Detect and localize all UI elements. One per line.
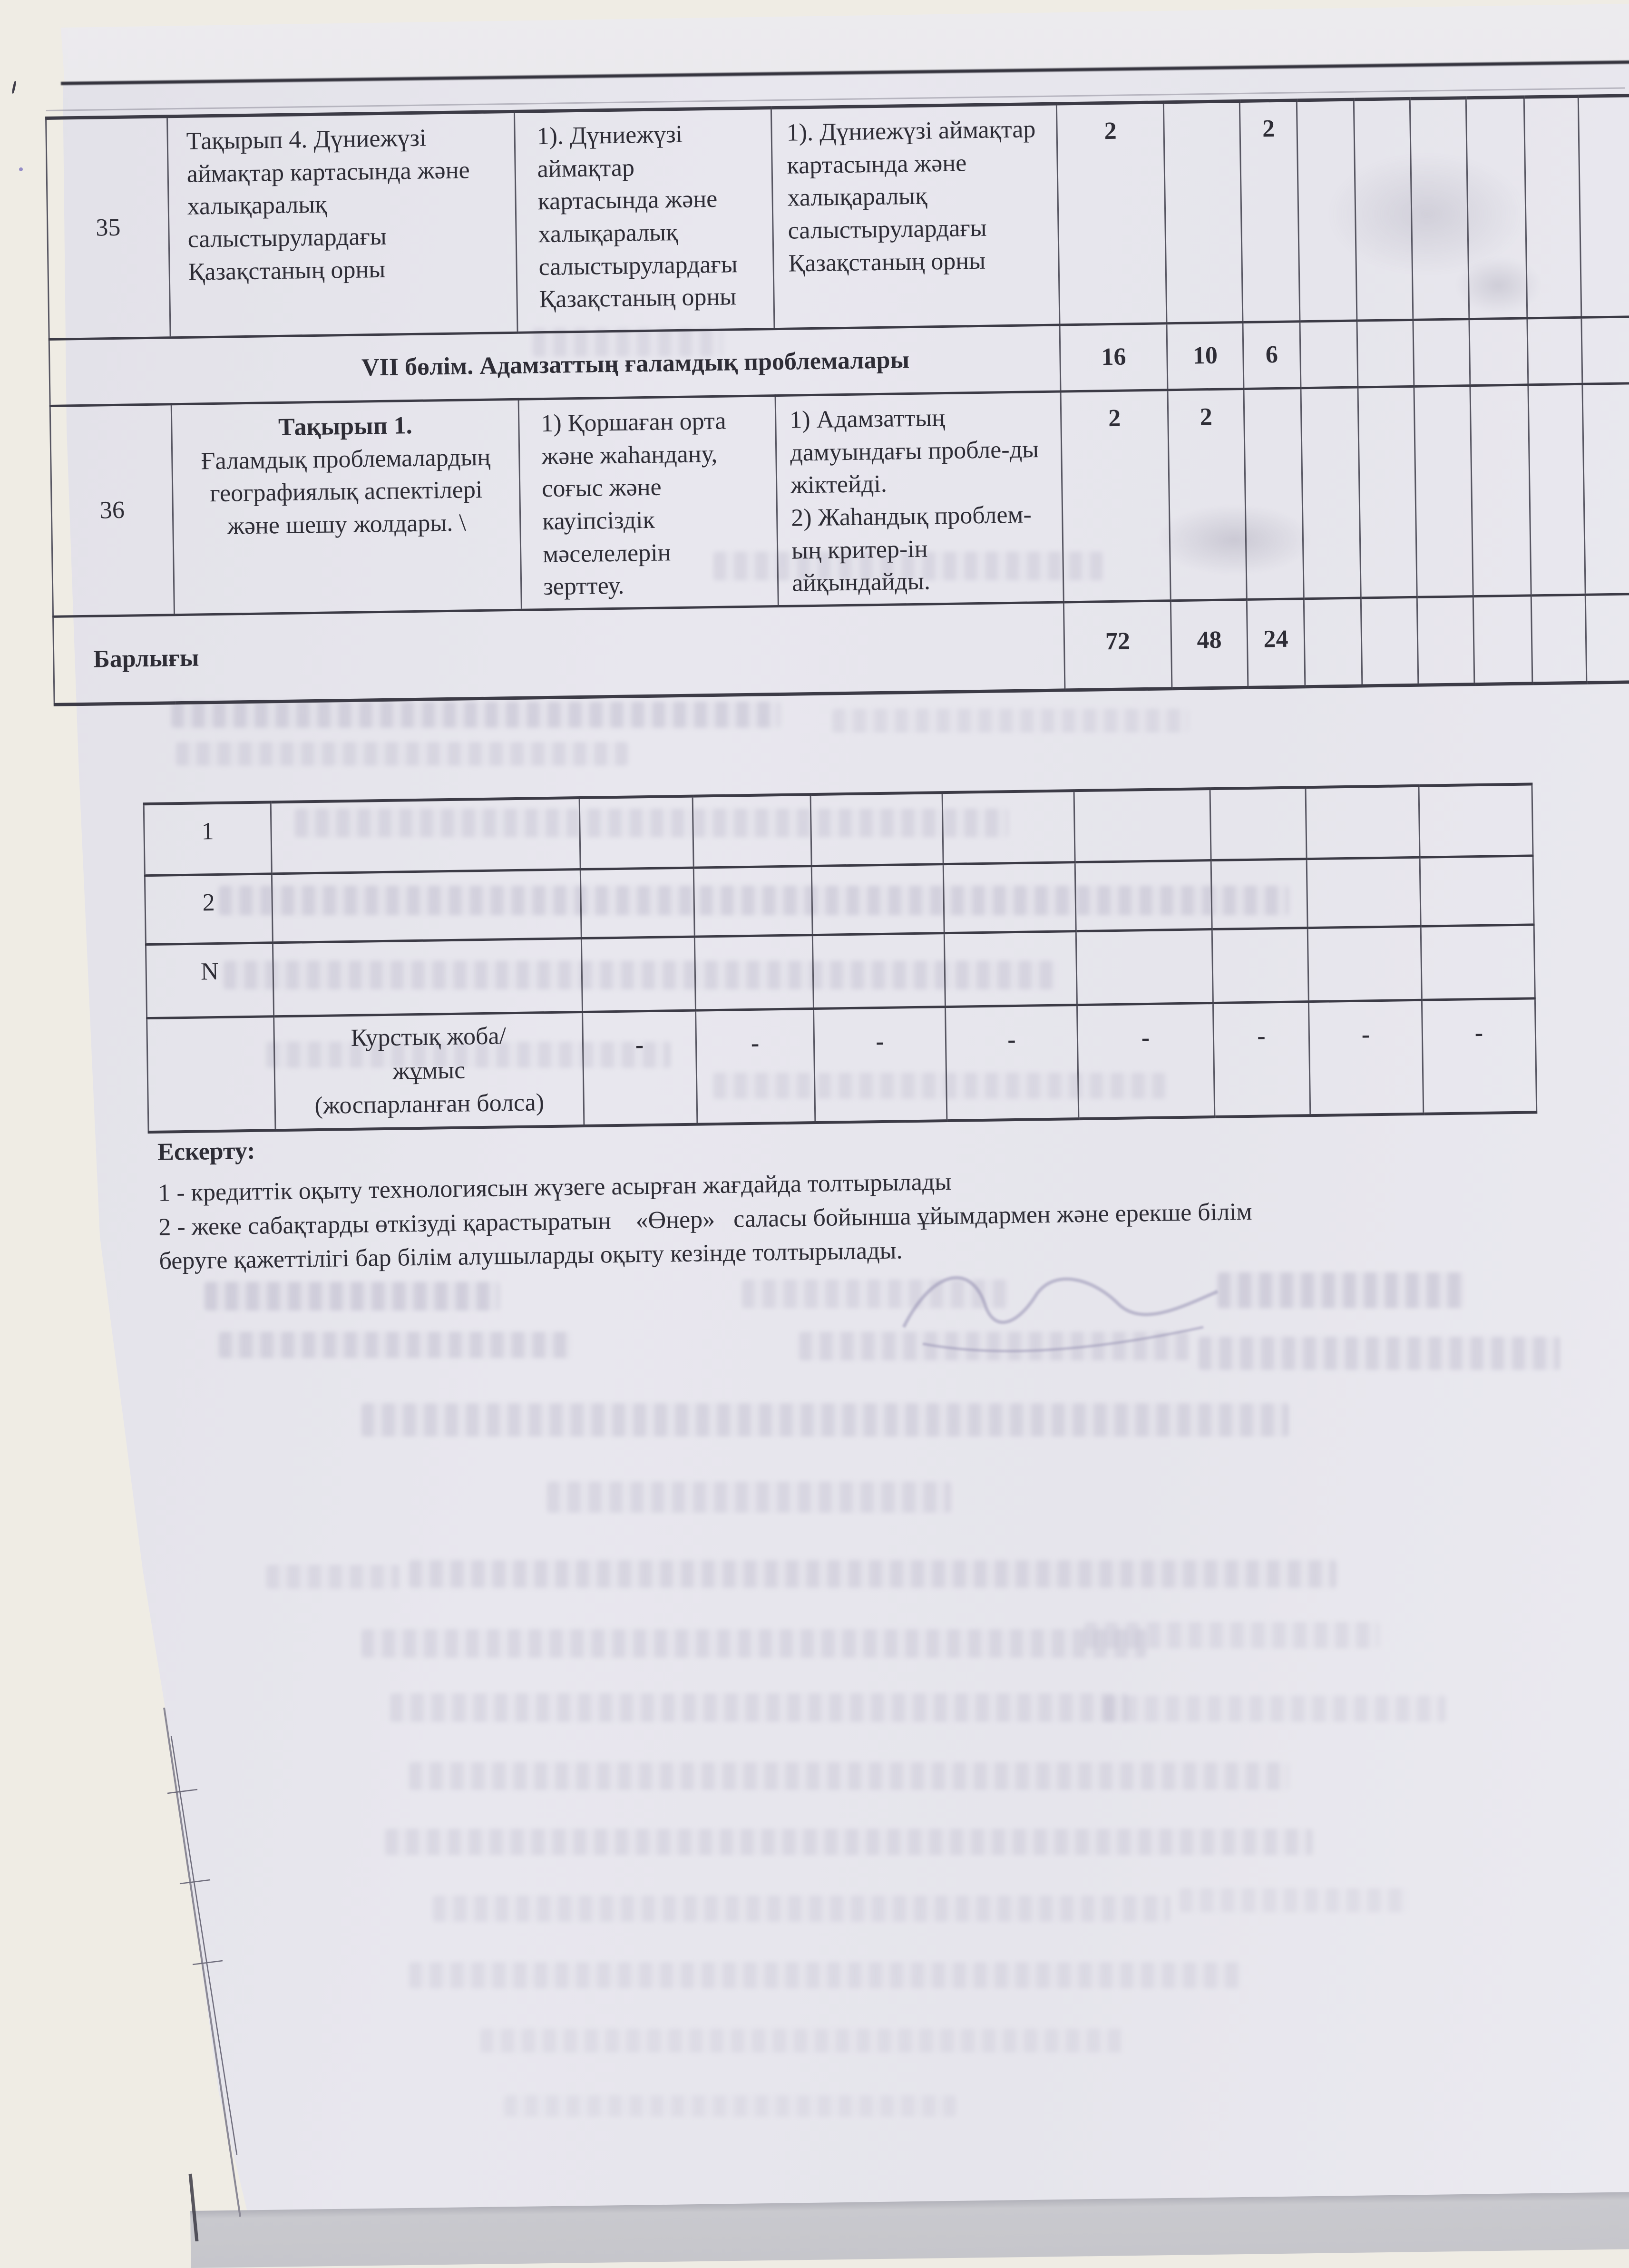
project-label-line: (жоспарланған болса)	[314, 1089, 545, 1119]
course-project-table	[143, 782, 1538, 1134]
cell-empty	[273, 938, 582, 1016]
cell-empty	[272, 869, 581, 942]
cell-empty	[580, 868, 694, 938]
cell-row-label: 2	[145, 873, 273, 944]
cell-empty	[1528, 384, 1585, 595]
cell-dash: -	[1308, 1000, 1423, 1115]
note-2-line-2: беруге қажеттілігі бар білім алушыларды оқыту кезінде толтырылады.	[159, 1237, 903, 1275]
ghost-line	[205, 1282, 499, 1310]
table-row-35	[46, 96, 1629, 340]
ghost-line	[361, 1403, 1289, 1437]
cell-empty	[1361, 597, 1418, 686]
ghost-line	[409, 1560, 1336, 1588]
cell-empty	[147, 1016, 275, 1132]
topic-body: Ғаламдық проблемалардың географиялық аспектілері және шешу жолдары. \	[201, 443, 491, 540]
cell-empty	[1527, 317, 1582, 385]
cell-dash: -	[1422, 998, 1536, 1114]
cell-total-theory: 48	[1171, 599, 1248, 688]
cell-empty	[581, 937, 695, 1012]
cell-dash: -	[945, 1005, 1078, 1121]
cell-empty	[811, 864, 944, 935]
cell-total-practice: 24	[1247, 598, 1305, 687]
notes-title: Ескерту:	[157, 1137, 255, 1166]
cell-topic: Тақырып 4. Дүниежүзі аймақтар картасында және халықаралық салыстырулардағы Қазақстаның орны	[167, 111, 518, 337]
cell-empty	[1304, 598, 1362, 687]
cell-empty	[1076, 929, 1213, 1005]
cell-empty	[1210, 787, 1307, 860]
cell-empty	[944, 931, 1077, 1007]
cell-empty	[1301, 387, 1361, 598]
cell-section-total: 16	[1060, 323, 1168, 391]
note-1: 1 - кредиттік оқыту технологиясын жүзеге асырған жағдайда толтырылады	[158, 1168, 952, 1207]
cell-row-label: N	[146, 942, 273, 1018]
ghost-line	[409, 1962, 1241, 1988]
cell-hours-total: 2	[1061, 390, 1171, 602]
ghost-line	[385, 1829, 1313, 1855]
cell-empty	[1417, 596, 1474, 685]
cell-row-number: 35	[46, 117, 171, 340]
ghost-line	[390, 1693, 1127, 1722]
cell-row-label: 1	[144, 802, 272, 875]
cell-row-number: 36	[50, 404, 174, 616]
cell-dash: -	[696, 1008, 815, 1124]
cell-empty	[942, 791, 1075, 864]
note-2-line-1: 2 - жеке сабақтарды өткізуді қарастыратын «Өнер» саласы бойынша ұйымдармен және ерекше білім	[158, 1198, 1252, 1241]
cell-subtopics: 1). Дүниежүзі аймақтар картасында және халықаралық салыстырулардағы Қазақстаның орны	[514, 108, 774, 333]
cell-empty	[1524, 96, 1581, 318]
cell-empty	[1470, 385, 1531, 596]
cell-cutoff	[1585, 594, 1629, 683]
cell-section-practice: 6	[1243, 322, 1301, 389]
table-row-36	[50, 383, 1629, 616]
table-row-project	[147, 998, 1537, 1132]
cell-hours-practice: 2	[1239, 100, 1300, 323]
cell-section-title: VII бөлім. Адамзаттың ғаламдық проблемалары	[49, 325, 1061, 406]
cell-empty	[810, 792, 943, 866]
cell-empty	[1421, 924, 1535, 999]
objective-line: 1) Адамзаттың дамуындағы пробле-ды жіктейді.	[789, 404, 1039, 499]
ghost-line	[266, 1565, 400, 1589]
cell-empty	[1357, 320, 1414, 387]
cell-objectives: 1). Дүниежүзі аймақтар картасында және халықаралық салыстырулардағы Қазақстаның орны	[771, 104, 1060, 329]
cell-dash: -	[1077, 1003, 1214, 1119]
ghost-line	[361, 1629, 1146, 1658]
ghost-line	[219, 1332, 571, 1358]
cell-project-label	[274, 1012, 584, 1130]
cell-empty	[1306, 786, 1420, 859]
cell-empty	[1419, 784, 1533, 857]
project-label-line: жұмыс	[392, 1056, 466, 1085]
cell-topic	[171, 399, 521, 615]
cell-section-theory: 10	[1167, 323, 1244, 390]
ghost-line	[409, 1762, 1289, 1790]
ghost-line	[547, 1482, 951, 1513]
ghost-line	[1084, 1622, 1379, 1648]
cell-empty	[812, 933, 945, 1008]
cell-empty	[694, 935, 813, 1010]
ghost-line	[1180, 1888, 1408, 1912]
objective-line: 2) Жаһандық проблем-ың критер-ін айқындайды.	[790, 501, 1032, 597]
cell-hours-total: 2	[1056, 102, 1167, 325]
ghost-line	[480, 2029, 1122, 2053]
cell-empty	[1297, 99, 1357, 322]
cell-empty	[1473, 596, 1532, 684]
cell-empty	[1307, 926, 1422, 1001]
cell-subtopics: 1) Қоршаған орта және жаһандану, соғыс және кауіпсіздік мәселелерін зерттеу.	[518, 396, 778, 610]
cell-empty	[943, 862, 1076, 933]
cell-cutoff	[1581, 317, 1629, 384]
ghost-line	[504, 2095, 956, 2117]
cell-empty	[1212, 928, 1308, 1003]
cell-empty	[1531, 595, 1587, 684]
cell-empty	[1410, 98, 1469, 320]
cell-total-label: Барлығы	[53, 602, 1065, 704]
cell-hours-practice	[1244, 388, 1304, 599]
cell-empty	[1075, 860, 1212, 931]
cell-empty	[1420, 855, 1534, 926]
cell-empty	[1300, 321, 1358, 388]
ghost-signature	[894, 1251, 1256, 1365]
notes-block	[157, 1115, 1586, 1279]
cell-empty	[271, 798, 580, 873]
cell-empty	[1074, 789, 1211, 862]
project-label-line: Курстық жоба/	[351, 1022, 507, 1052]
cell-empty	[1414, 386, 1473, 597]
cell-empty	[1211, 859, 1307, 929]
curriculum-table	[45, 94, 1629, 706]
cell-total-hours: 72	[1063, 600, 1172, 690]
ghost-line	[832, 709, 1189, 733]
cell-empty	[1469, 318, 1528, 386]
cell-empty	[1466, 97, 1527, 319]
ghost-line	[1103, 1696, 1446, 1722]
cell-dash: -	[1213, 1001, 1310, 1117]
cell-empty	[1307, 857, 1421, 928]
ghost-line	[176, 742, 628, 766]
cell-empty	[1354, 98, 1413, 321]
cell-empty	[579, 796, 693, 869]
cell-dash: -	[814, 1007, 947, 1123]
topic-title: Тақырып 1.	[278, 412, 413, 441]
ghost-line	[171, 702, 780, 728]
cell-cutoff	[1578, 96, 1629, 317]
cell-objectives	[775, 391, 1063, 606]
cell-empty	[693, 866, 812, 937]
cell-empty	[1413, 319, 1470, 387]
cell-empty	[693, 794, 811, 868]
cell-hours-theory: 2	[1168, 389, 1247, 600]
cell-cutoff	[1582, 383, 1629, 595]
cell-dash: -	[583, 1010, 697, 1126]
ghost-line	[433, 1896, 1170, 1922]
cell-hours-theory	[1163, 101, 1243, 323]
cell-empty	[1358, 386, 1417, 597]
